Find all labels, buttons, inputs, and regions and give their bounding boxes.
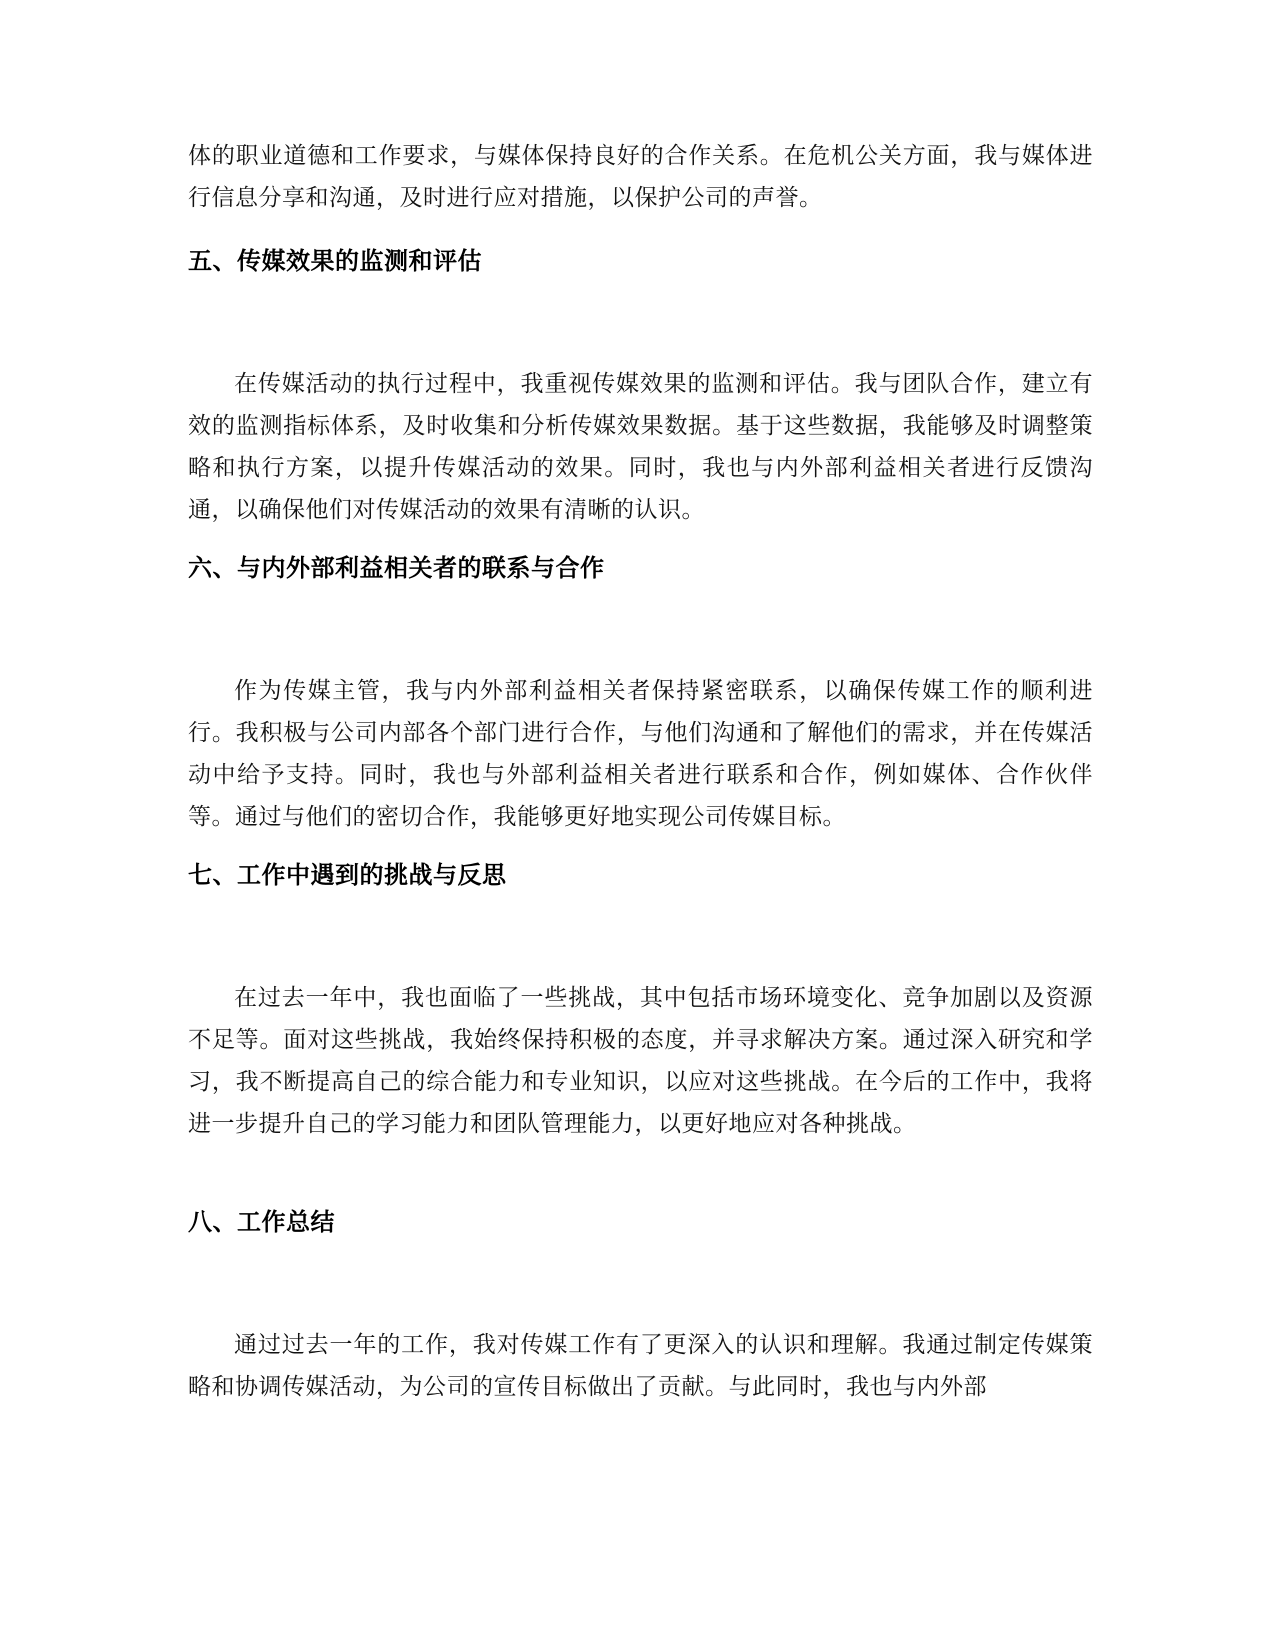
section-paragraph-6: 作为传媒主管，我与内外部利益相关者保持紧密联系，以确保传媒工作的顺利进行。我积极与公司内部各个部门进行合作，与他们沟通和了解他们的需求，并在传媒活动中给予支持。同时，我也与外部利益相关者进行联系和合作，例如媒体、合作伙伴等。通过与他们的密切合作，我能够更好地实现公司传媒目标。 <box>188 678 1093 830</box>
continuation-paragraph: 体的职业道德和工作要求，与媒体保持良好的合作关系。在危机公关方面，我与媒体进行信息分享和沟通，及时进行应对措施，以保护公司的声誉。 <box>188 143 1093 211</box>
section-heading-5: 五、传媒效果的监测和评估 <box>188 247 482 275</box>
section-heading-8: 八、工作总结 <box>188 1208 335 1236</box>
section-paragraph-8: 通过过去一年的工作，我对传媒工作有了更深入的认识和理解。我通过制定传媒策略和协调传媒活动，为公司的宣传目标做出了贡献。与此同时，我也与内外部 <box>188 1332 1093 1400</box>
section-heading-7: 七、工作中遇到的挑战与反思 <box>188 861 507 889</box>
section-paragraph-7: 在过去一年中，我也面临了一些挑战，其中包括市场环境变化、竞争加剧以及资源不足等。面对这些挑战，我始终保持积极的态度，并寻求解决方案。通过深入研究和学习，我不断提高自己的综合能力和专业知识，以应对这些挑战。在今后的工作中，我将进一步提升自己的学习能力和团队管理能力，以更好地应对各种挑战。 <box>188 985 1093 1137</box>
section-heading-6: 六、与内外部利益相关者的联系与合作 <box>188 554 605 582</box>
section-paragraph-5: 在传媒活动的执行过程中，我重视传媒效果的监测和评估。我与团队合作，建立有效的监测指标体系，及时收集和分析传媒效果数据。基于这些数据，我能够及时调整策略和执行方案，以提升传媒活动的效果。同时，我也与内外部利益相关者进行反馈沟通，以确保他们对传媒活动的效果有清晰的认识。 <box>188 371 1093 523</box>
